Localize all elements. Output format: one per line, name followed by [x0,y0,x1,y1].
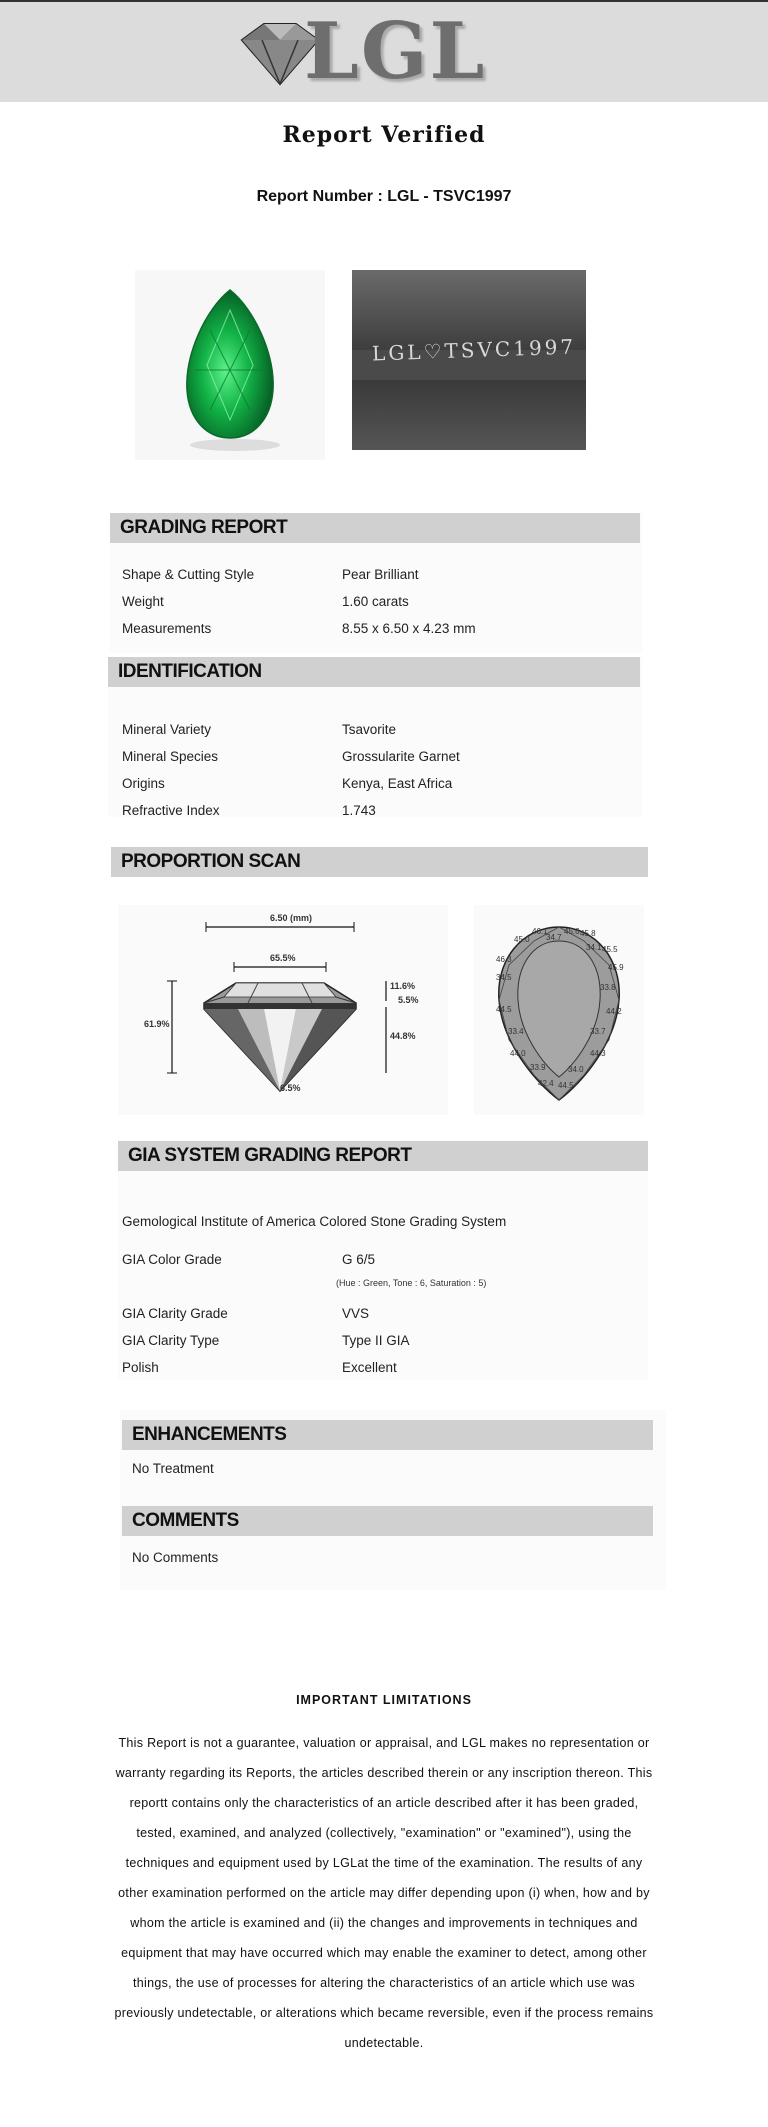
proportion-heading-bar [111,847,648,877]
gia-color-value: G 6/5 [342,1252,376,1267]
crown-label: 11.6% [390,981,416,991]
limitations-heading: IMPORTANT LIMITATIONS [296,1693,472,1707]
facet-4: 45.0 [514,935,530,944]
facet-3: 45.8 [580,929,596,938]
facet-2: 45.6 [564,927,580,936]
limitations-text: This Report is not a guarantee, valuation or appraisal, and LGL makes no representation or warranty regarding its Reports, the articles described therein or any inscription thereon. This reportt contains only the characteristics of an article described after it has been graded, tested, examined, and analyzed (collectively, "examination" or "examined"), using the techniques and equipment used by LGLat the time of the examination. The results of any other examination performed on the article may differ depending upon (i) when, how and by whom the article is examined and (ii) the changes and improvements in techniques and equipment that may have occurred which may enable the examiner to detect, among other things, the use of processes for altering the characteristics of an article which use was previously undetectable, or alterations which became reversible, even if the process remains undetectable. [114,1736,654,2050]
gia-clarity-grade-value: VVS [342,1306,370,1321]
facet-1: 34.7 [546,933,562,942]
id-value-variety: Tsavorite [342,722,397,737]
facet-9: 34.5 [496,973,512,982]
grading-value-weight: 1.60 carats [342,594,409,609]
facet-17: 33.9 [530,1063,546,1072]
facet-20: 44.5 [558,1081,574,1090]
grading-heading-bar [110,513,640,543]
id-value-species: Grossularite Garnet [342,749,460,764]
id-value-origins: Kenya, East Africa [342,776,453,791]
facet-14: 33.7 [590,1027,606,1036]
facet-6: 45.5 [602,945,618,954]
id-label-species: Mineral Species [122,749,219,764]
facet-13: 33.4 [508,1027,524,1036]
gia-heading-bar [118,1141,648,1171]
comments-heading-bar [122,1506,653,1536]
profile-diagram [118,905,448,1115]
gia-system-text: Gemological Institute of America Colored Stone Grading System [122,1214,507,1229]
identification-heading: IDENTIFICATION [118,661,262,682]
grading-label-weight: Weight [122,594,164,609]
gia-polish-label: Polish [122,1360,159,1375]
grading-value-measurements: 8.55 x 6.50 x 4.23 mm [342,621,476,636]
grading-label-measurements: Measurements [122,621,212,636]
inscription-photo [352,270,586,450]
id-label-variety: Mineral Variety [122,722,212,737]
culet-label: 6.5% [280,1083,301,1093]
proportion-heading: PROPORTION SCAN [121,851,301,872]
facet-11: 44.5 [496,1005,512,1014]
facet-19: 42.4 [538,1079,554,1088]
gia-heading: GIA SYSTEM GRADING REPORT [128,1145,412,1166]
gia-color-note: (Hue : Green, Tone : 6, Saturation : 5) [336,1278,487,1288]
enhancements-value: No Treatment [132,1461,214,1476]
facet-8: 45.9 [608,963,624,972]
facet-7: 46.3 [496,955,512,964]
gia-color-label: GIA Color Grade [122,1252,222,1267]
id-label-ri: Refractive Index [122,803,220,818]
girdle-label: 5.5% [398,995,419,1005]
id-value-ri: 1.743 [342,803,376,818]
gia-clarity-grade-label: GIA Clarity Grade [122,1306,228,1321]
facet-16: 44.3 [590,1049,606,1058]
facet-12: 44.2 [606,1007,622,1016]
facet-15: 44.0 [510,1049,526,1058]
table-label: 65.5% [270,953,296,963]
gia-clarity-type-label: GIA Clarity Type [122,1333,220,1348]
inscription-text: LGL♡TSVC1997 [371,334,577,366]
comments-value: No Comments [132,1550,219,1565]
gem-photo [135,270,325,460]
gia-polish-value: Excellent [342,1360,397,1375]
page-title: Report Verified [282,122,486,148]
grading-label-shape: Shape & Cutting Style [122,567,255,582]
grading-heading: GRADING REPORT [120,517,288,538]
id-label-origins: Origins [122,776,165,791]
logo-text: LGL [304,6,487,97]
facet-18: 34.0 [568,1065,584,1074]
facet-10: 33.8 [600,983,616,992]
enhancements-heading-bar [122,1420,653,1450]
enhancements-heading: ENHANCEMENTS [132,1424,287,1445]
comments-heading: COMMENTS [132,1510,239,1531]
report-number: Report Number : LGL - TSVC1997 [256,188,512,205]
lgl-logo[interactable] [232,6,492,97]
facet-5: 34.1 [586,943,602,952]
grading-value-shape: Pear Brilliant [342,567,419,582]
width-label: 6.50 (mm) [270,913,313,923]
facet-0: 46.1 [532,927,548,936]
pavilion-label: 44.8% [390,1031,416,1041]
gia-clarity-type-value: Type II GIA [342,1333,410,1348]
depth-label: 61.9% [144,1019,170,1029]
top-view-diagram [474,905,644,1115]
identification-heading-bar [108,657,640,687]
